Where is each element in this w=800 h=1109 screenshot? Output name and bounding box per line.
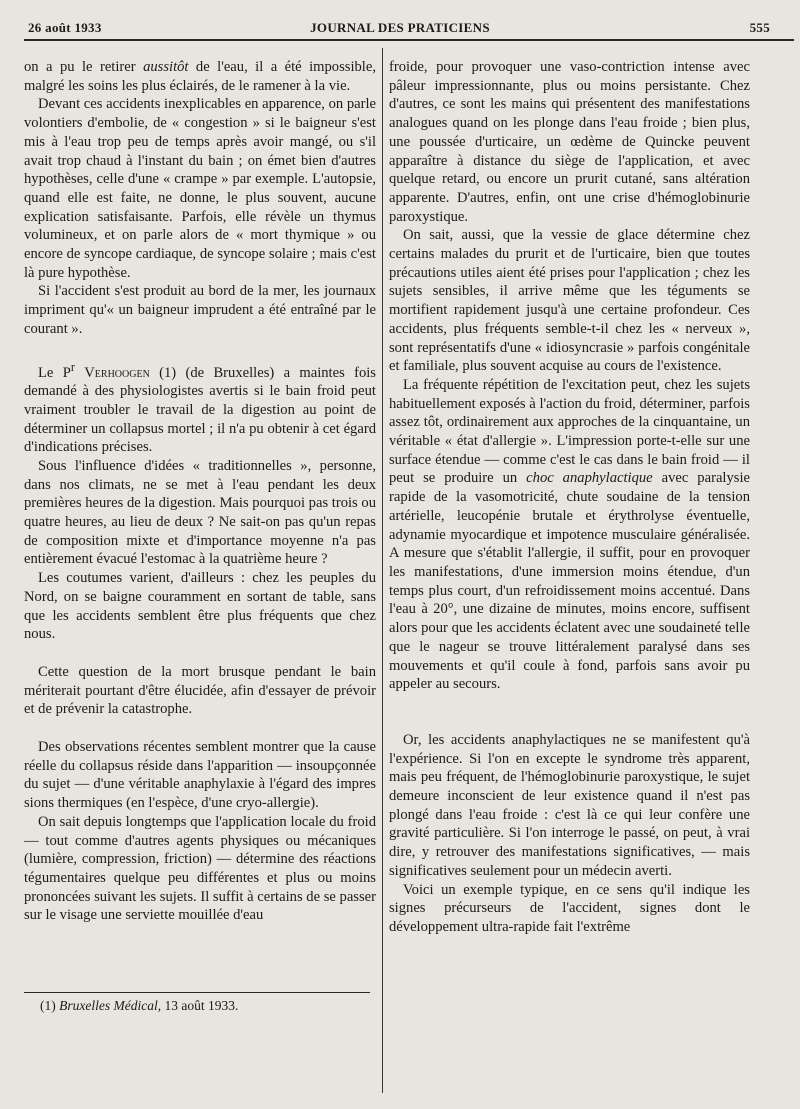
- paragraph: froide, pour provoquer une vaso-contriction intense avec pâleur impressionnante, plus ou moins persistante. Chez d'autres, ce sont les mains qui présentent des manifestations analogues quand on les plonge dans l'eau froide ; bien plus, une poussée d'urticaire, un œdème de Quincke peuvent apparaître à distance du siège de l'application, et avec quelque retard, ou encore un prurit cutané, sans altération apparente. D'autres, enfin, ont une crise d'hémoglobinurie paroxystique.: [389, 59, 750, 225]
- paragraph: La fréquente répétition de l'excitation peut, chez les sujets habituellement exposés à l'action du froid, déterminer, parfois assez tôt, ordinairement aux approches de la cinquantaine, un véritable « état d'allergie ». L'impression porte-t-elle sur une surface étendue — comme c'est le cas dans le bain froid — il peut se produire un choc anaphylactique avec paralysie rapide de la vasomotricité, chute soudaine de la tension artérielle, leucopénie brutale et érythrolyse éventuelle, adynamie myocardique et impotence musculaire généralisée. A mesure que s'établit l'allergie, il suffit, pour en provoquer les manifestations, d'une immersion moins étendue, d'un temps plus court, d'un refroidissement moins accentué. Dans l'eau à 20°, une dizaine de minutes, moins encore, suffisent alors pour que les accidents éclatent avec une soudaineté telle que le nageur se trouve littéralement paralysé dans ses mouvements et qu'il coule à fond, parfois sans avoir pu appeler au secours.: [389, 376, 750, 693]
- page-number: 555: [749, 20, 770, 35]
- paragraph: On sait depuis longtemps que l'application locale du froid — tout comme d'autres agents physiques ou mécaniques (lumière, compression, friction) — détermine des réactions tégumentaires quelque peu différentes et plus ou moins prononcées suivant les sujets. Il suffit à certains de se passer sur le visage une serviette mouillée d'eau: [24, 813, 376, 924]
- footnote: (1) Bruxelles Médical, 13 août 1933.: [40, 998, 239, 1013]
- paragraph: Le $P^r$ Verhoogen (1) (de Bruxelles) a maintes fois demandé à des physiologistes avertis si le bain froid peut vraiment troubler le travail de la digestion au point de déterminer un collapsus mortel ; il n'a pu obtenir à cet égard d'indications précises.: [24, 359, 376, 456]
- paragraph: Les coutumes varient, d'ailleurs : chez les peuples du Nord, on se baigne couramment en sortant de table, sans que les accidents semblent être plus fréquents que chez nous.: [24, 570, 376, 643]
- paragraph: Voici un exemple typique, en ce sens qu'il indique les signes précurseurs de l'accident, signes dont le développement ultra-rapide fait l'extrême: [389, 881, 750, 935]
- header-date: 26 août 1933: [28, 20, 102, 35]
- paragraph: Des observations récentes semblent montrer que la cause réelle du collapsus réside dans l'apparition — insoupçonnée du sujet — d'une véritable anaphylaxie à l'égard des impres sions thermiques (en l'espèce, d'une cryo-allergie).: [24, 739, 376, 812]
- paragraph: Cette question de la mort brusque pendant le bain mériterait pourtant d'être élucidée, afin d'essayer de prévoir et de prévenir la catastrophe.: [24, 663, 376, 718]
- left-column: [24, 58, 376, 925]
- paragraph: Devant ces accidents inexplicables en apparence, on parle volontiers d'embolie, de « congestion » si le baigneur s'est mis à l'eau trop peu de temps après avoir mangé, ou s'il avait trop chaud à l'instant du bain ; on émet bien d'autres hypothèses, celle d'une « crampe » par exemple. L'autopsie, quand elle est faite, ne donne, le plus souvent, aucune explication satisfaisante. Parfois, elle révèle un thymus volumineux, et on parle alors de « mort thymique » ou encore de syncope cardiaque, de syncope solaire ; mais c'est là pure hypothèse.: [24, 96, 376, 281]
- paragraph: Sous l'influence d'idées « traditionnelles », personne, dans nos climats, ne se met à l'eau pendant les deux premières heures de la digestion. Mais pourquoi pas trois ou quatre heures, au lieu de deux ? Ne sait-on pas qu'un repas de composition mixte et d'importance moyenne n'a pas entièrement évacué l'estomac à la quatrième heure ?: [24, 457, 376, 568]
- paragraph: Si l'accident s'est produit au bord de la mer, les journaux impriment qu'« un baigneur imprudent a été entraîné par le courant ».: [24, 283, 376, 337]
- paragraph: on a pu le retirer aussitôt de l'eau, il a été impossible, malgré les soins les plus éclairés, de le ramener à la vie.: [24, 59, 376, 94]
- paragraph: Or, les accidents anaphylactiques ne se manifestent qu'à l'expérience. Si l'on en excepte le syndrome très apparent, mais peu fréquent, de l'hémoglobinurie paroxystique, le sujet demeure inconscient de leur existence quand il n'est pas plongé dans l'eau froide : c'est là ce qui leur confère une gravité particulière. Si l'on interroge le passé, on peut, à vrai dire, y retrouver des manifestations significatives, — mais significatives seulement pour un médecin averti.: [389, 731, 750, 879]
- column-divider: [382, 48, 383, 1093]
- header-rule: [24, 39, 794, 41]
- paragraph: On sait, aussi, que la vessie de glace détermine chez certains malades du prurit et de l'urticaire, bien que toutes précautions utiles aient été prises pour l'application ; chez les sujets sensibles, il arrive même que les téguments se mortifient rapidement jusqu'à une certaine profondeur. Ces accidents, plus fréquents semble-t-il chez les « nerveux », sont représentatifs d'une « idiosyncrasie » parfois congénitale et familiale, plus souvent acquise au cours de l'existence.: [389, 227, 750, 375]
- footnote-rule: [24, 992, 370, 993]
- author-name: Verhoogen: [84, 364, 150, 381]
- right-column: [389, 58, 750, 937]
- journal-title: JOURNAL DES PRATICIENS: [310, 20, 490, 35]
